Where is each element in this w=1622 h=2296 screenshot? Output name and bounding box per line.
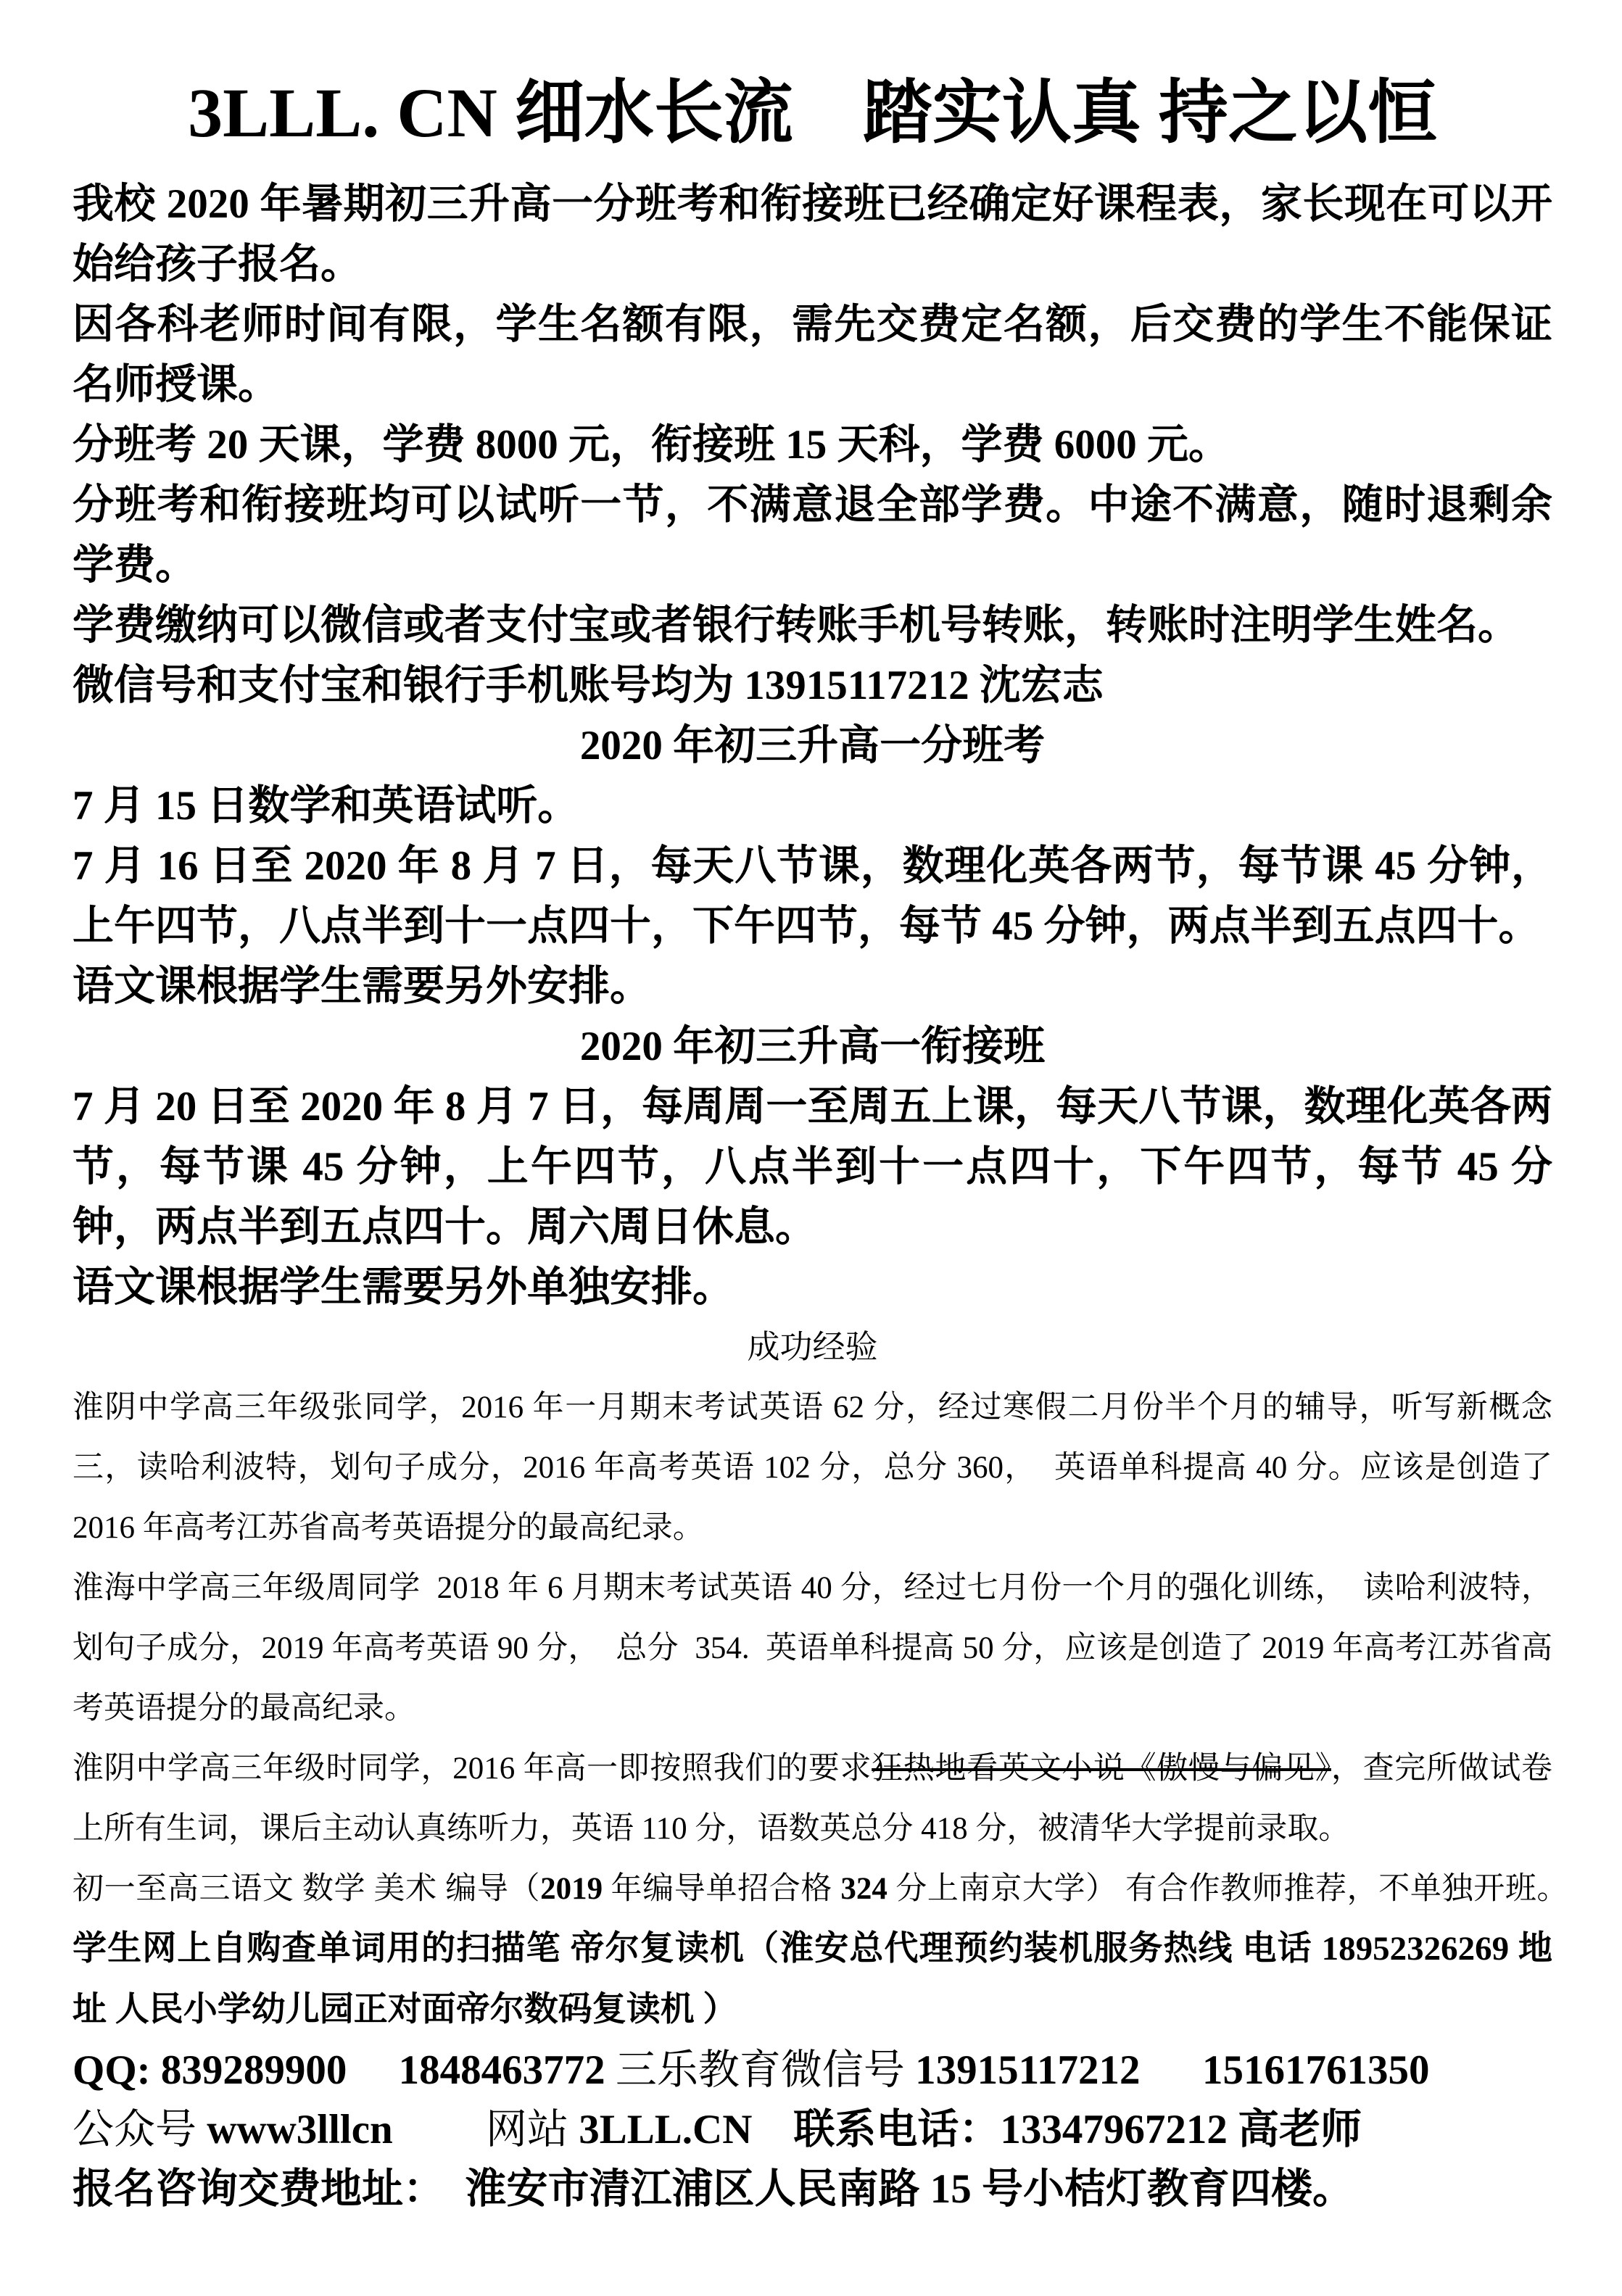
document-body xyxy=(73,174,1592,2219)
text-run: 2020 年初三升高一分班考 xyxy=(579,723,1046,769)
text-run: 7 月 16 日至 2020 年 8 月 7 日，每天八节课，数理化英各两节，每节课 45 分钟，上午四节，八点半到十一点四十，下午四节，每节 45 分钟，两点半到五点四十。 xyxy=(73,843,1552,950)
payment-methods-paragraph xyxy=(73,595,1552,655)
address-paragraph xyxy=(73,2160,1552,2219)
text-run: 微信号和支付宝和银行手机账号均为 13915117212 沈宏志 xyxy=(73,663,1104,709)
text-run: 2020 年初三升高一衔接班 xyxy=(579,1024,1046,1070)
trial-date-paragraph xyxy=(73,776,1552,836)
text-run: 7 月 15 日数学和英语试听。 xyxy=(73,783,579,829)
text-run: 我校 2020 年暑期初三升高一分班考和衔接班已经确定好课程表，家长现在可以开始给孩子报名。 xyxy=(73,181,1552,288)
text-run xyxy=(393,2107,486,2152)
success-heading xyxy=(73,1317,1552,1377)
text-run: 7 月 20 日至 2020 年 8 月 7 日，每周周一至周五上课，每天八节课，数理化英各两节，每节课 45 分钟，上午四节，八点半到十一点四十，下午四节，每节 45 分钟，两点半到五点四十。周六周日休息。 xyxy=(73,1084,1552,1251)
placement-schedule-paragraph xyxy=(73,836,1552,956)
fees-paragraph xyxy=(73,415,1552,475)
contact-web-paragraph xyxy=(73,2100,1552,2160)
text-run: 公众号 xyxy=(73,2107,207,2153)
text-run: 初一至高三语文 数学 美术 编导（ xyxy=(73,1872,541,1907)
intro-paragraph xyxy=(73,174,1552,294)
text-run: 淮阴中学高三年级时同学，2016 年高一即按照我们的要求 xyxy=(73,1752,872,1786)
text-run: 13915117212 15161761350 xyxy=(915,2047,1430,2094)
text-run: 分班考和衔接班均可以试听一节，不满意退全部学费。中途不满意，随时退剩余学费。 xyxy=(73,482,1552,589)
text-run: 语文课根据学生需要另外单独安排。 xyxy=(73,1264,734,1311)
text-run: 语文课根据学生需要另外安排。 xyxy=(73,963,651,1010)
payment-account-paragraph xyxy=(73,655,1552,716)
refund-policy-paragraph xyxy=(73,475,1552,595)
text-run: 分上南京大学） 有合作教师推荐，不单独开班。 xyxy=(887,1872,1592,1907)
success-case-2-paragraph xyxy=(73,1558,1552,1738)
text-run: 因各科老师时间有限，学生名额有限，需先交费定名额，后交费的学生不能保证名师授课。 xyxy=(73,302,1552,408)
text-run: 淮海中学高三年级周同学 2018 年 6 月期末考试英语 40 分，经过七月份一个月的强化训练， 读哈利波特，划句子成分，2019 年高考英语 90 分， 总分 354. 英语单科提高 50 分，应该是创造了 2019 年高考江苏省高考英语提分的最高纪录。 xyxy=(73,1571,1552,1726)
text-run: 3LLL.CN 联系电话：13347967212 高老师 xyxy=(579,2107,1362,2153)
text-run: 324 xyxy=(840,1872,887,1907)
bridge-class-heading xyxy=(73,1016,1552,1077)
contact-qq-paragraph xyxy=(73,2041,1552,2100)
text-run: 淮阴中学高三年级张同学，2016 年一月期末考试英语 62 分，经过寒假二月份半个月的辅导，听写新概念三，读哈利波特，划句子成分，2016 年高考英语 102 分，总分 360， 英语单科提高 40 分。应该是创造了 2016 年高考江苏省高考英语提分的最高纪录。 xyxy=(73,1391,1560,1546)
text-run: 学生网上自购查单词用的扫描笔 帝尔复读机（淮安总代理预约装机服务热线 电话 18952326269 地址 人民小学幼儿园正对面帝尔数码复读机 ） xyxy=(73,1930,1552,2029)
chinese-class-note-2-paragraph xyxy=(73,1257,1552,1317)
text-run: 三乐教育微信号 xyxy=(615,2047,916,2094)
text-run: 网站 xyxy=(486,2107,579,2153)
success-case-1-paragraph xyxy=(73,1377,1560,1558)
quota-notice-paragraph xyxy=(73,294,1552,415)
text-run: ，查完所做试卷上所有生词，课后主动认真练听力，英语 110 分，语数英总分 418 分，被清华大学提前录取。 xyxy=(73,1752,1553,1847)
success-case-3-paragraph xyxy=(73,1738,1552,1859)
page-title: 3LLL. CN 细水长流 踏实认真 持之以恒 xyxy=(188,74,1437,152)
text-run: 学费缴纳可以微信或者支付宝或者银行转账手机号转账，转账时注明学生姓名。 xyxy=(73,602,1519,649)
text-run: www3lllcn xyxy=(207,2107,393,2153)
text-run: 报名咨询交费地址： 淮安市清江浦区人民南路 15 号小桔灯教育四楼。 xyxy=(73,2166,1354,2213)
bridge-schedule-paragraph xyxy=(73,1077,1552,1257)
text-run: 分班考 20 天课，学费 8000 元，衔接班 15 天科，学费 6000 元。 xyxy=(73,422,1230,468)
chinese-class-note-paragraph xyxy=(73,956,1552,1016)
strikethrough-text-run: 狂热地看英文小说《傲慢与偏见》 xyxy=(872,1752,1331,1786)
text-run: QQ: 839289900 1848463772 xyxy=(73,2047,616,2094)
placement-exam-heading xyxy=(73,716,1552,776)
text-run: 成功经验 xyxy=(747,1329,878,1366)
other-courses-paragraph xyxy=(73,1859,1592,2041)
text-run: 年编导单招合格 xyxy=(603,1872,841,1907)
text-run: 2019 xyxy=(540,1872,603,1907)
